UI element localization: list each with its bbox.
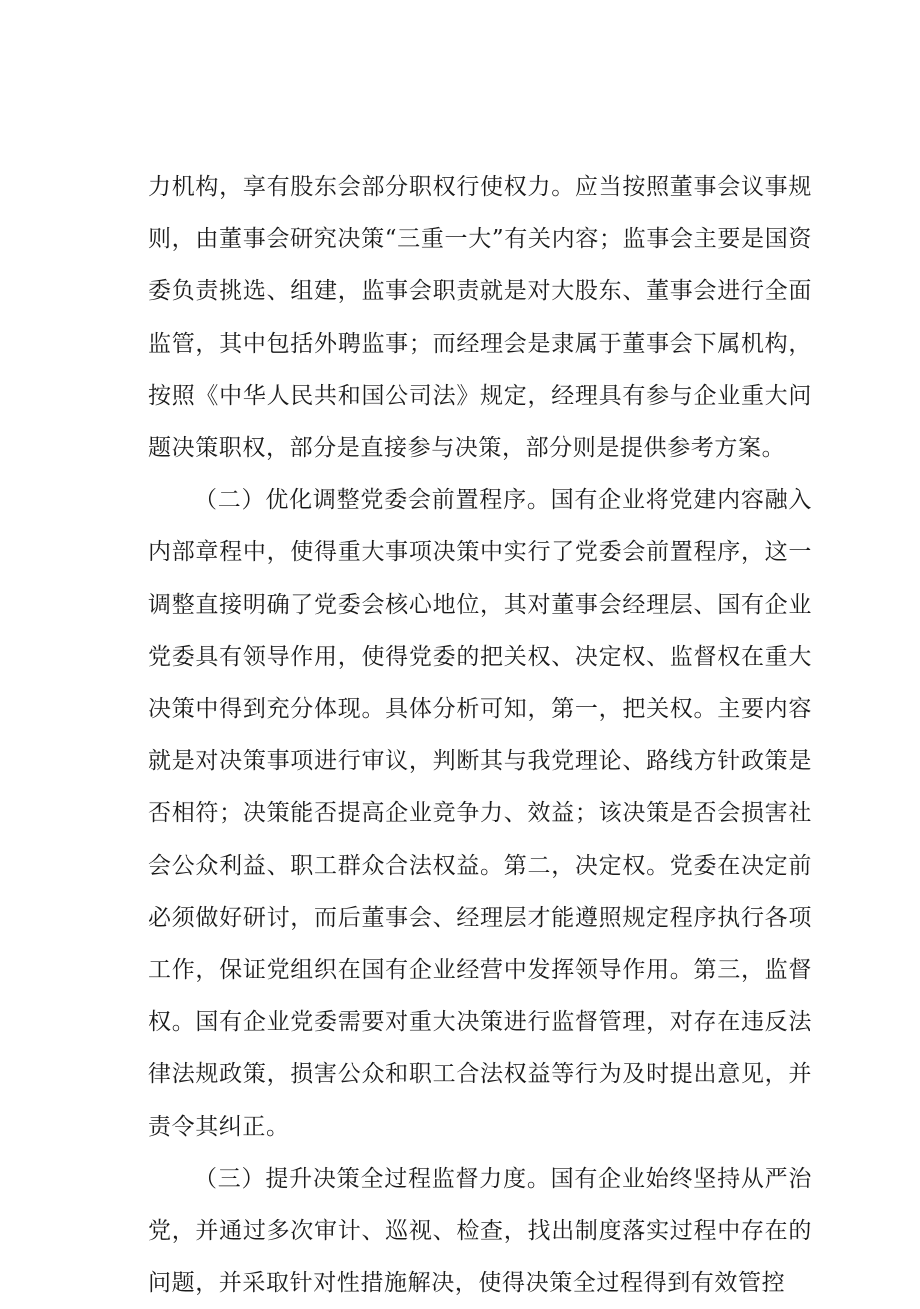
paragraph-party-committee-procedure: （二）优化调整党委会前置程序。国有企业将党建内容融入内部章程中，使得重大事项决策中实行了党委会前置程序，这一调整直接明确了党委会核心地位，其对董事会经理层、国有企业党委具有领导作用，使得党委的把关权、决定权、监督权在重大决策中得到充分体现。具体分析可知，第一，把关权。主要内容就是对决策事项进行审议，判断其与我党理论、路线方针政策是否相符；决策能否提高企业竞争力、效益；该决策是否会损害社会公众利益、职工群众合法权益。第二，决定权。党委在决定前必须做好研讨，而后董事会、经理层才能遵照规定程序执行各项工作，保证党组织在国有企业经营中发挥领导作用。第三，监督权。国有企业党委需要对重大决策进行监督管理，对存在违反法律法规政策，损害公众和职工合法权益等行为及时提出意见，并责令其纠正。 [148,487,812,1140]
document-page [148,161,812,1309]
paragraph-decision-supervision: （三）提升决策全过程监督力度。国有企业始终坚持从严治党，并通过多次审计、巡视、检查，找出制度落实过程中存在的问题，并采取针对性措施解决，使得决策全过程得到有效管控 [148,1165,812,1297]
paragraph-governance-structure: 力机构，享有股东会部分职权行使权力。应当按照董事会议事规则，由董事会研究决策“三重一大”有关内容；监事会主要是国资委负责挑选、组建，监事会职责就是对大股东、董事会进行全面监管，其中包括外聘监事；而经理会是隶属于董事会下属机构，按照《中华人民共和国公司法》规定，经理具有参与企业重大问题决策职权，部分是直接参与决策，部分则是提供参考方案。 [148,174,812,462]
